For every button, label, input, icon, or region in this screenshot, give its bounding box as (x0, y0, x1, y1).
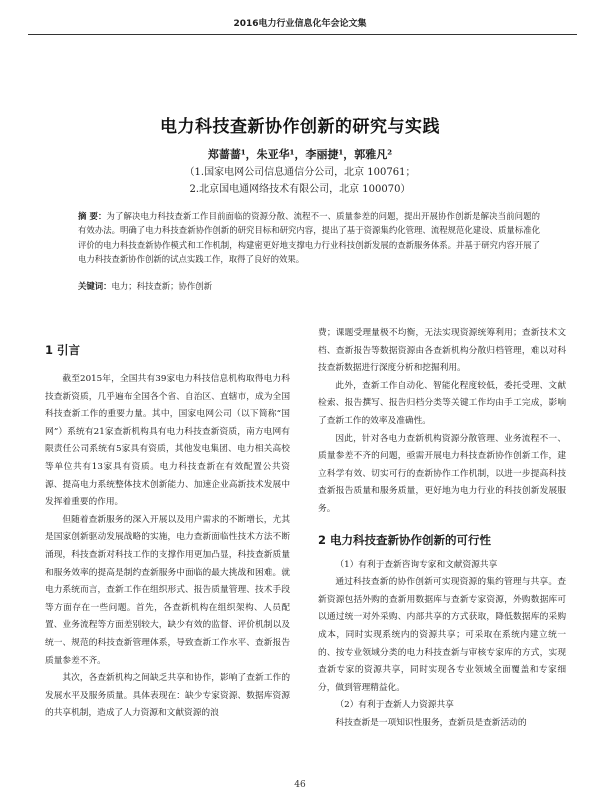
keywords-text: 电力；科技查新；协作创新 (111, 281, 212, 291)
running-head: 2016电力行业信息化年会论文集 (233, 19, 367, 29)
paragraph: 此外，查新工作自动化、智能化程度较低，委托受理、文献检索、报告撰写、报告归档分类等关键工作均由手工完成，影响了查新工作的效率及准确性。 (318, 380, 566, 426)
left-column (45, 325, 290, 723)
paper-title: 电力科技查新协作创新的研究与实践 (160, 117, 440, 137)
subsection-heading: （2）有利于查新人力资源共享 (335, 700, 454, 711)
subsection-heading: （1）有利于查新咨询专家和文献资源共享 (335, 559, 498, 570)
paragraph: 其次，各查新机构之间缺乏共享和协作，影响了查新工作的发展水平及服务质量。具体表现在：缺少专家资源、数据库资源的共享机制，造成了人力资源和文献资源的浪 (45, 673, 290, 719)
section-2-heading: 2 电力科技查新协作创新的可行性 (318, 532, 492, 547)
header-divider (28, 34, 577, 35)
affiliation-1: （1.国家电网公司信息通信分公司，北京 100761； (184, 167, 416, 178)
keywords-label: 关键词： (78, 281, 112, 291)
abstract (78, 209, 540, 267)
paragraph: 通过科技查新的协作创新可实现资源的集约管理与共享。查新资源包括外购的查新用数据库与查新专家资源，外购数据库可以通过统一对外采购、内部共享的方式获取，降低数据库的采购成本，同时实现系统内的资源共享；可采取在系统内建立统一的、按专业领域分类的电力科技查新与审核专家库的方式，实现查新专家的资源共享，同时实现各专业领域全面覆盖和专家细分，做到管理精益化。 (318, 577, 566, 693)
paragraph-continued: 费；课题受理量极不均衡，无法实现资源统筹利用；查新技术文档、查新报告等数据资源由各查新机构分散归档管理，难以对科技查新数据进行深度分析和挖掘利用。 (318, 328, 566, 374)
page-number: 46 (294, 780, 306, 790)
keywords (78, 279, 540, 293)
author-list: 郑蔷蔷¹，朱亚华¹，李丽捷¹，郭雅凡² (207, 148, 393, 161)
paragraph: 截至2015年，全国共有39家电力科技信息机构取得电力科技查新资质，几乎遍布全国各个省、自治区、直辖市，成为全国科技查新工作的重要力量。其中，国家电网公司（以下简称“国网”）系统有21家查新机构具有电力科技查新资质，南方电网有限责任公司系统有5家具有资质，其他发电集团、电力相关高校等单位共有13家具有资质。电力科技查新在有效配置公共资源、提高电力系统整体技术创新能力、加速企业高新技术发展中发挥着重要的作用。 (45, 374, 290, 508)
right-column (318, 325, 566, 732)
paragraph: 科技查新是一项知识性服务，查新员是查新活动的 (335, 717, 527, 728)
paragraph: 因此，针对各电力查新机构资源分散管理、业务流程不一、质量参差不齐的问题，亟需开展电力科技查新协作创新工作，建立科学有效、切实可行的查新协作工作机制，以进一步提高科技查新报告质量和服务质量，更好地为电力行业的科技创新发展服务。 (318, 433, 566, 514)
abstract-label: 摘 要： (78, 211, 107, 221)
abstract-text: 为了解决电力科技查新工作目前面临的资源分散、流程不一、质量参差的问题，提出开展协作创新是解决当前问题的有效办法。明确了电力科技查新协作创新的研究目标和研究内容，提出了基于资源集约化管理、流程规范化建设、质量标准化评价的电力科技查新协作模式和工作机制，构建密更好地支撑电力行业科技创新发展的查新服务体系。并基于研究内容开展了电力科技查新协作创新的试点实践工作，取得了良好的效果。 (78, 211, 540, 265)
paragraph: 但随着查新服务的深入开展以及用户需求的不断增长，尤其是国家创新驱动发展战略的实施，电力查新面临性技术方法不断涌现，科技查新对科技工作的支撑作用更加凸显，科技查新质量和服务效率的提高是制约查新服务中面临的最大挑战和困难。就电力系统而言，查新工作在组织形式、报告质量管理、技术手段等方面存在一些问题。首先，各查新机构在组织架构、人员配置、业务流程等方面差别较大，缺少有效的监督、评价机制以及统一、规范的科技查新管理体系，导致查新工作水平、查新报告质量参差不齐。 (45, 514, 290, 666)
affiliation-2: 2.北京国电通网络技术有限公司，北京 100070） (189, 184, 411, 195)
section-1-heading: 1 引言 (45, 343, 81, 357)
